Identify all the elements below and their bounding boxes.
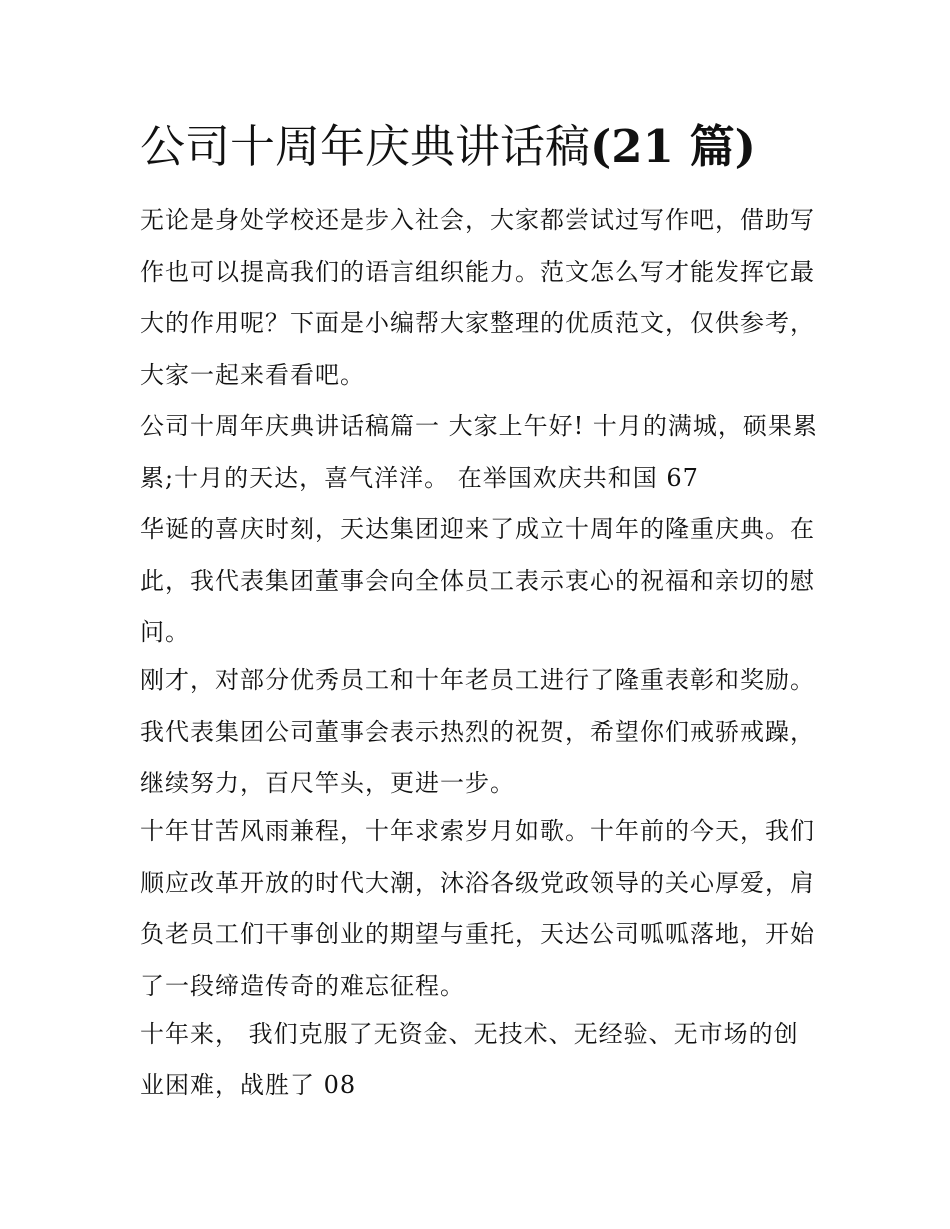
body-line: 了一段缔造传奇的难忘征程。 <box>140 972 465 1000</box>
body-line: 大家一起来看看吧。 <box>140 361 365 389</box>
title-main-text: 公司十周年庆典讲话稿 <box>140 120 591 173</box>
body-line: 作也可以提高我们的语言组织能力。范文怎么写才能发挥它最 <box>140 258 815 286</box>
body-line: 无论是身处学校还是步入社会，大家都尝试过写作吧，借助写 <box>140 206 815 234</box>
body-line: 华诞的喜庆时刻，天达集团迎来了成立十周年的隆重庆典。在 <box>140 515 815 543</box>
body-line: 业困难，战胜了 08 <box>140 1071 357 1099</box>
body-line: 累;十月的天达，喜气洋洋。 在举国欢庆共和国 67 <box>140 464 699 492</box>
title-count-text: (21 篇) <box>590 120 756 173</box>
body-line: 顺应改革开放的时代大潮，沐浴各级党政领导的关心厚爱，肩 <box>140 869 815 897</box>
body-line: 十年来， 我们克服了无资金、无技术、无经验、无市场的创 <box>140 1020 799 1048</box>
document-title <box>140 116 860 178</box>
body-line: 公司十周年庆典讲话稿篇一 大家上午好! 十月的满城，硕果累 <box>140 412 818 440</box>
body-line: 大的作用呢？下面是小编帮大家整理的优质范文，仅供参考， <box>140 309 815 337</box>
body-line: 负老员工们干事创业的期望与重托，天达公司呱呱落地，开始 <box>140 920 815 948</box>
body-line: 刚才，对部分优秀员工和十年老员工进行了隆重表彰和奖励。 <box>140 666 815 694</box>
body-line: 问。 <box>140 618 190 646</box>
body-line: 我代表集团公司董事会表示热烈的祝贺，希望你们戒骄戒躁， <box>140 718 815 746</box>
body-line: 此，我代表集团董事会向全体员工表示衷心的祝福和亲切的慰 <box>140 567 815 595</box>
body-line: 继续努力，百尺竿头，更进一步。 <box>140 769 515 797</box>
body-line: 十年甘苦风雨兼程，十年求索岁月如歌。十年前的今天，我们 <box>140 817 815 845</box>
